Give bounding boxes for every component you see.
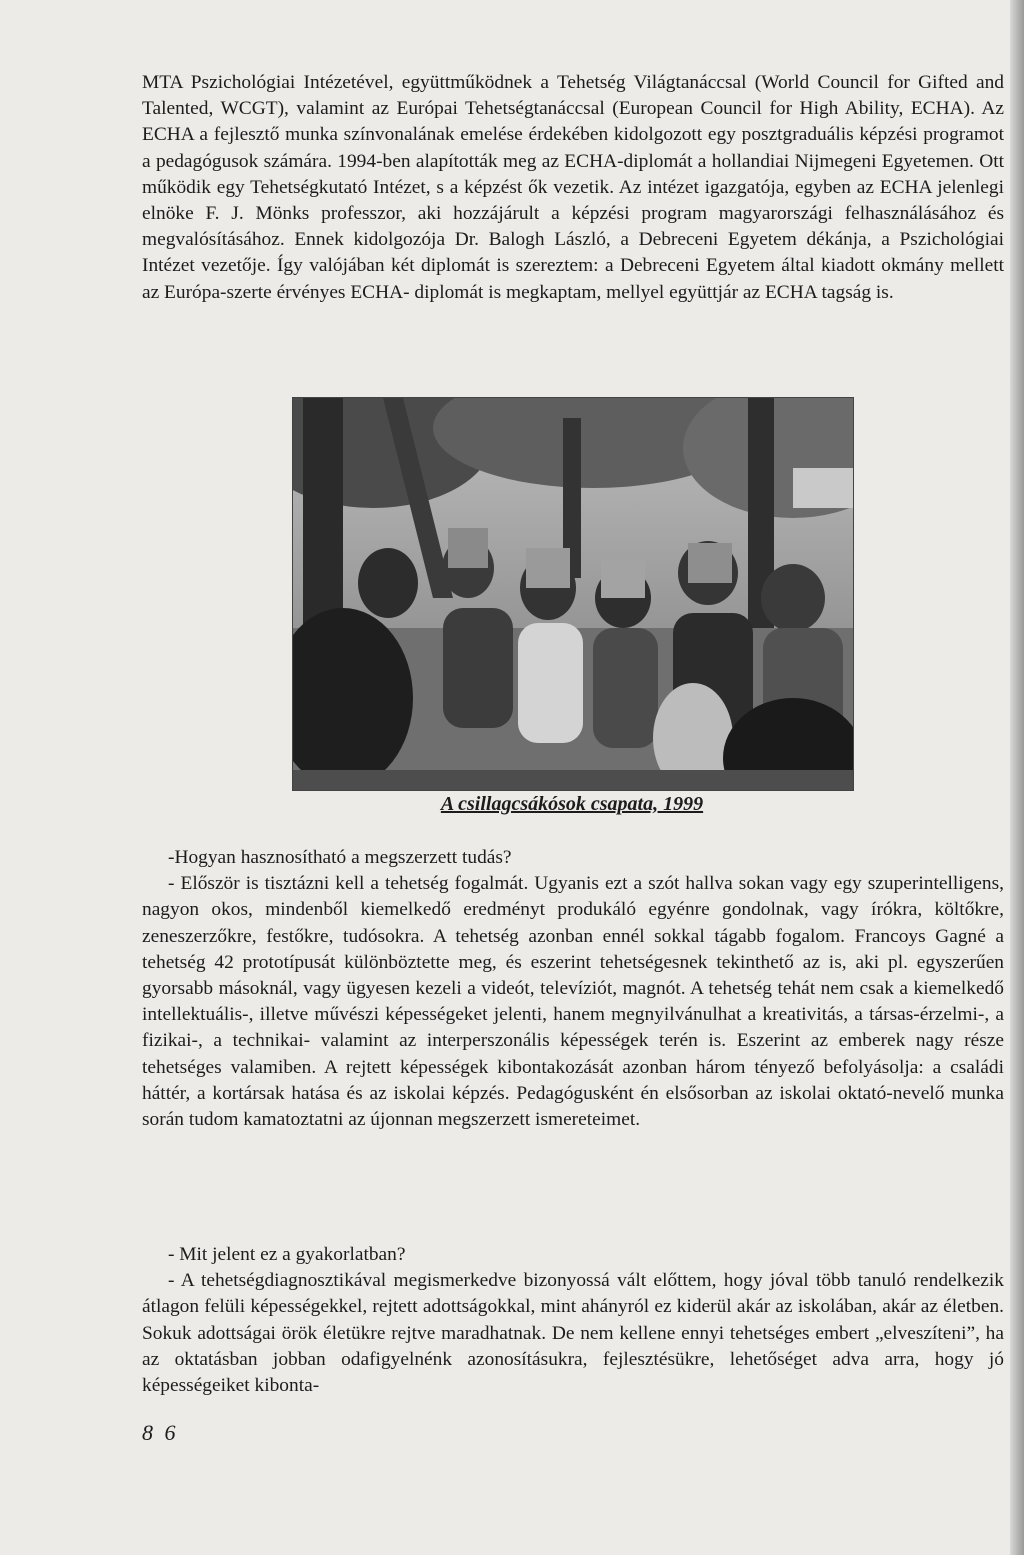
dialog-section-1: [142, 845, 1004, 1133]
page-edge-shadow: [1010, 0, 1024, 1555]
question-2: - Mit jelent ez a gyakorlatban?: [168, 1244, 406, 1265]
group-photo: [292, 397, 854, 791]
photo-caption: A csillagcsákósok csapata, 1999: [440, 793, 704, 815]
question-1: -Hogyan hasznosítható a megszerzett tudás?: [168, 847, 512, 868]
answer-2: - A tehetségdiagnosztikával megismerkedve bizonyossá vált előttem, hogy jóval több tanuló rendelkezik átlagon felüli képességekkel, rejtett adottságokkal, mint ahányról ez kiderül akár az iskolában, akár az életben. Sokuk adottságai örök életükre rejtve maradhatnak. De nem kellene ennyi tehetséges embert „elveszíteni”, ha az oktatásban jobban odafigyelnénk azonosításukra, fejlesztésükre, lehetőséget adva arra, hogy jó képességeiket kibonta-: [142, 1270, 1004, 1397]
intro-text: MTA Pszichológiai Intézetével, együttműködnek a Tehetség Világtanáccsal (World Council for Gifted and Talented, WCGT), valamint az Európai Tehetségtanáccsal (European Council for High Ability, ECHA). Az ECHA a fejlesztő munka színvonalának emelése érdekében kidolgozott egy posztgraduális képzési programot a pedagógusok számára. 1994-ben alapították meg az ECHA-diplomát a hollandiai Nijmegeni Egyetemen. Ott működik egy Tehetségkutató Intézet, s a képzést ők vezetik. Az intézet igazgatója, egyben az ECHA jelenlegi elnöke F. J. Mönks professzor, aki hozzájárult a képzési program magyarországi felhasználásához és megvalósításához. Ennek kidolgozója Dr. Balogh László, a Debreceni Egyetem dékánja, a Pszichológiai Intézet vezetője. Így valójában két diplomát is szereztem: a Debreceni Egyetem által kiadott okmány mellett az Európa-szerte érvényes ECHA- diplomát is megkaptam, mellyel együttjár az ECHA tagság is.: [142, 72, 1004, 303]
page-number: 8 6: [142, 1420, 179, 1445]
intro-paragraph: [142, 70, 1004, 306]
dialog-section-2: [142, 1242, 1004, 1399]
answer-1: - Először is tisztázni kell a tehetség fogalmát. Ugyanis ezt a szót hallva sokan vagy egy szuperintelligens, nagyon okos, mindenből kiemelkedő eredményt produkáló egyénre gondolnak, vagy írókra, költőkre, zeneszerzőkre, festőkre, tudósokra. A tehetség azonban ennél sokkal tágabb fogalom. Francoys Gagné a tehetség 42 prototípusát különböztette meg, és eszerint tehetségesnek tekinthető az is, aki pl. egyszerűen gyorsabb másoknál, vagy ügyesen kezeli a videót, televíziót, magnót. A tehetség tehát nem csak a kiemelkedő intellektuális-, illetve művészi képességeket jelenti, hanem megnyilvánulhat a kreativitás, a társas-érzelmi-, a fizikai-, a technikai- valamint az interperszonális képességek terén is. Eszerint az emberek nagy része tehetséges valamiben. A rejtett képességek kibontakozását azonban három tényező befolyásolja: a családi háttér, a kortársak hatása és az iskolai képzés. Pedagógusként én elsősorban az iskolai oktató-nevelő munka során tudom kamatoztatni az újonnan megszerzett ismereteimet.: [142, 873, 1004, 1131]
